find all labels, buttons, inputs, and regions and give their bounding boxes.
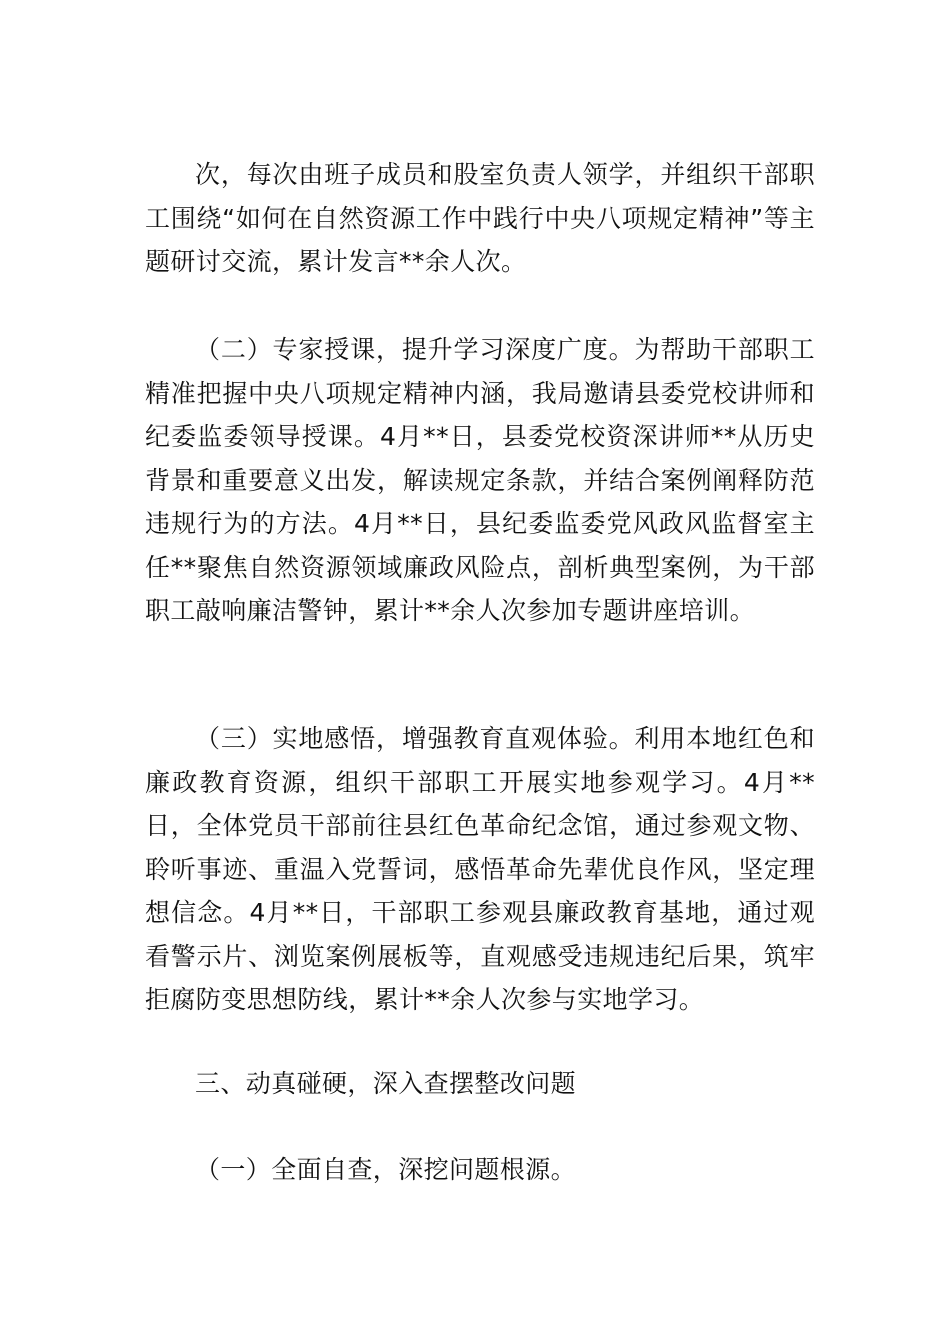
subsection-heading-self-check: （一）全面自查，深挖问题根源。 [195, 1155, 577, 1184]
paragraph-expert-lectures: （二）专家授课，提升学习深度广度。为帮助干部职工精准把握中央八项规定精神内涵，我局邀请县委党校讲师和纪委监委领导授课。4月**日，县委党校资深讲师**从历史背景和重要意义出发，解读规定条款，并结合案例阐释防范违规行为的方法。4月**日，县纪委监委党风政风监督室主任**聚焦自然资源领域廉政风险点，剖析典型案例，为干部职工敲响廉洁警钟，累计**余人次参加专题讲座培训。 [145, 335, 815, 625]
paragraph-continuation: 次，每次由班子成员和股室负责人领学，并组织干部职工围绕“如何在自然资源工作中践行中央八项规定精神”等主题研讨交流，累计发言**余人次。 [145, 160, 815, 276]
paragraph-field-visits: （三）实地感悟，增强教育直观体验。利用本地红色和廉政教育资源，组织干部职工开展实地参观学习。4月**日，全体党员干部前往县红色革命纪念馆，通过参观文物、聆听事迹、重温入党誓词，感悟革命先辈优良作风，坚定理想信念。4月**日，干部职工参观县廉政教育基地，通过观看警示片、浏览案例展板等，直观感受违规违纪后果，筑牢拒腐防变思想防线，累计**余人次参与实地学习。 [145, 724, 815, 1014]
section-heading-three: 三、动真碰硬，深入查摆整改问题 [195, 1069, 577, 1098]
